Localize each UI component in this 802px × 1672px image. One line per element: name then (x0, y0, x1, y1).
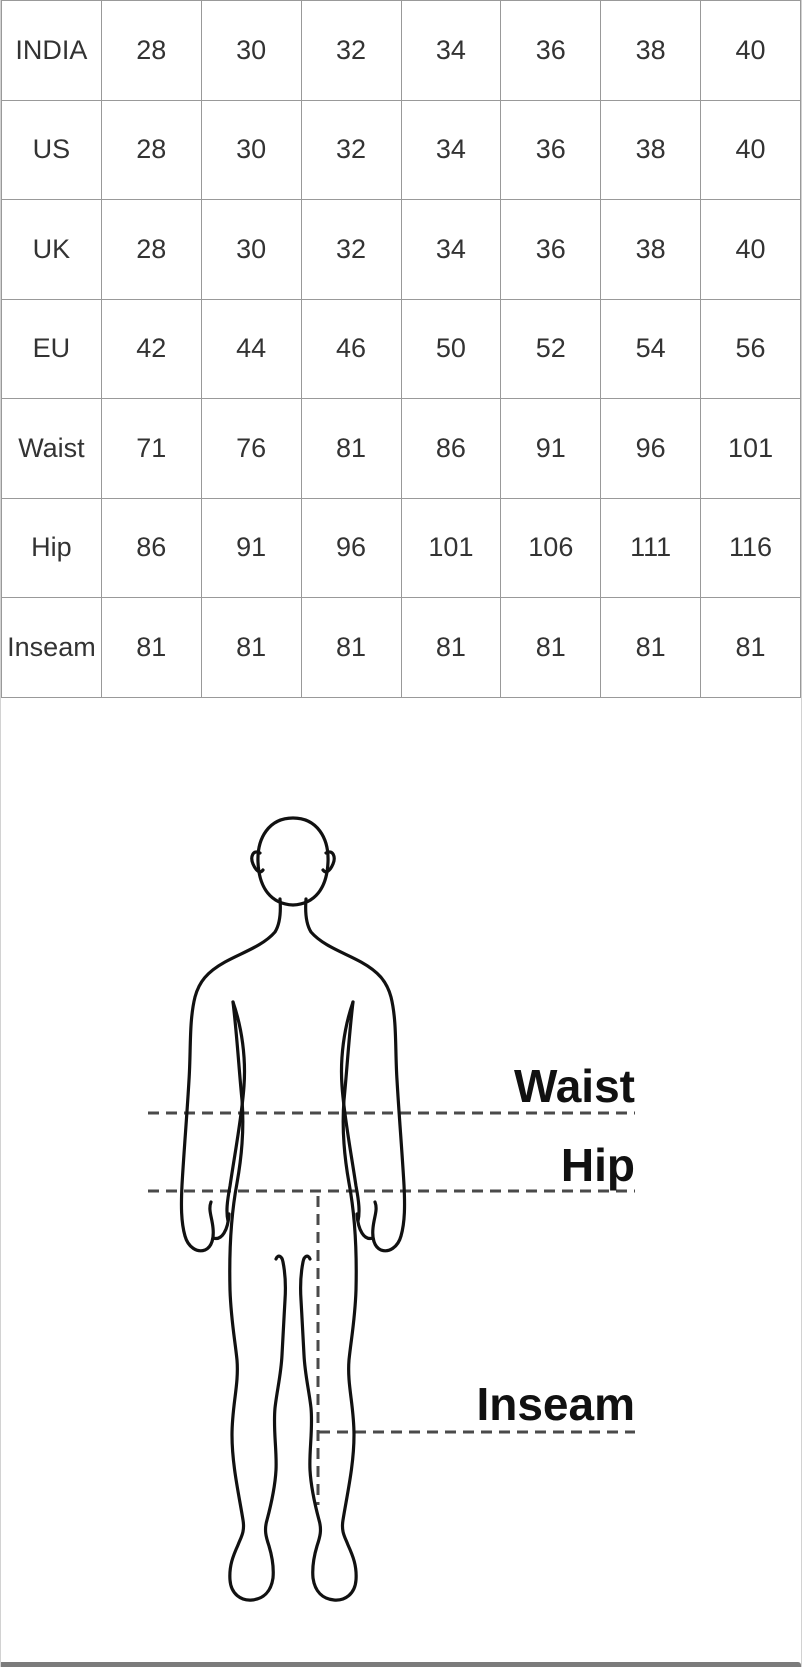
size-cell: 40 (701, 1, 801, 101)
size-cell: 52 (501, 299, 601, 399)
size-cell: 81 (301, 399, 401, 499)
table-row (2, 1, 801, 101)
size-cell: 91 (501, 399, 601, 499)
size-cell: 36 (501, 200, 601, 300)
head-outline (258, 818, 328, 905)
size-cell: 76 (201, 399, 301, 499)
size-cell: 40 (701, 200, 801, 300)
inseam-label: Inseam (476, 1378, 635, 1430)
size-cell: 86 (401, 399, 501, 499)
size-chart-table (1, 0, 801, 698)
table-row (2, 100, 801, 200)
size-cell: 38 (601, 1, 701, 101)
size-cell: 28 (101, 100, 201, 200)
size-cell: 46 (301, 299, 401, 399)
size-cell: 40 (701, 100, 801, 200)
size-cell: 34 (401, 1, 501, 101)
size-cell: 30 (201, 200, 301, 300)
arm-outline (181, 899, 280, 1251)
size-cell: 38 (601, 100, 701, 200)
size-cell: 30 (201, 100, 301, 200)
row-label-cell: INDIA (2, 1, 102, 101)
size-cell: 50 (401, 299, 501, 399)
table-row (2, 498, 801, 598)
row-label-cell: Inseam (2, 598, 102, 698)
row-label-cell: EU (2, 299, 102, 399)
row-label-cell: Waist (2, 399, 102, 499)
size-cell: 42 (101, 299, 201, 399)
size-cell: 32 (301, 1, 401, 101)
size-cell: 36 (501, 100, 601, 200)
torso-leg-outline (230, 1002, 286, 1600)
measurement-diagram (1, 699, 801, 1662)
table-row (2, 200, 801, 300)
size-cell: 34 (401, 100, 501, 200)
size-cell: 106 (501, 498, 601, 598)
size-cell: 28 (101, 1, 201, 101)
size-cell: 101 (401, 498, 501, 598)
size-cell: 81 (701, 598, 801, 698)
size-cell: 111 (601, 498, 701, 598)
size-cell: 96 (601, 399, 701, 499)
size-cell: 81 (401, 598, 501, 698)
size-cell: 81 (501, 598, 601, 698)
waist-label: Waist (514, 1060, 635, 1112)
hip-label: Hip (560, 1139, 635, 1191)
container-bottom-border (1, 1662, 801, 1667)
table-row (2, 598, 801, 698)
table-row (2, 299, 801, 399)
size-cell: 32 (301, 200, 401, 300)
size-cell: 81 (301, 598, 401, 698)
size-cell: 30 (201, 1, 301, 101)
size-cell: 44 (201, 299, 301, 399)
size-cell: 116 (701, 498, 801, 598)
size-cell: 28 (101, 200, 201, 300)
size-cell: 56 (701, 299, 801, 399)
size-cell: 81 (601, 598, 701, 698)
size-cell: 32 (301, 100, 401, 200)
size-cell: 96 (301, 498, 401, 598)
size-cell: 54 (601, 299, 701, 399)
row-label-cell: UK (2, 200, 102, 300)
size-cell: 86 (101, 498, 201, 598)
size-cell: 81 (101, 598, 201, 698)
size-cell: 38 (601, 200, 701, 300)
size-cell: 91 (201, 498, 301, 598)
table-row (2, 399, 801, 499)
row-label-cell: US (2, 100, 102, 200)
size-cell: 34 (401, 200, 501, 300)
row-label-cell: Hip (2, 498, 102, 598)
body-outline-figure (181, 818, 404, 1600)
size-cell: 101 (701, 399, 801, 499)
size-cell: 71 (101, 399, 201, 499)
size-cell: 81 (201, 598, 301, 698)
size-cell: 36 (501, 1, 601, 101)
